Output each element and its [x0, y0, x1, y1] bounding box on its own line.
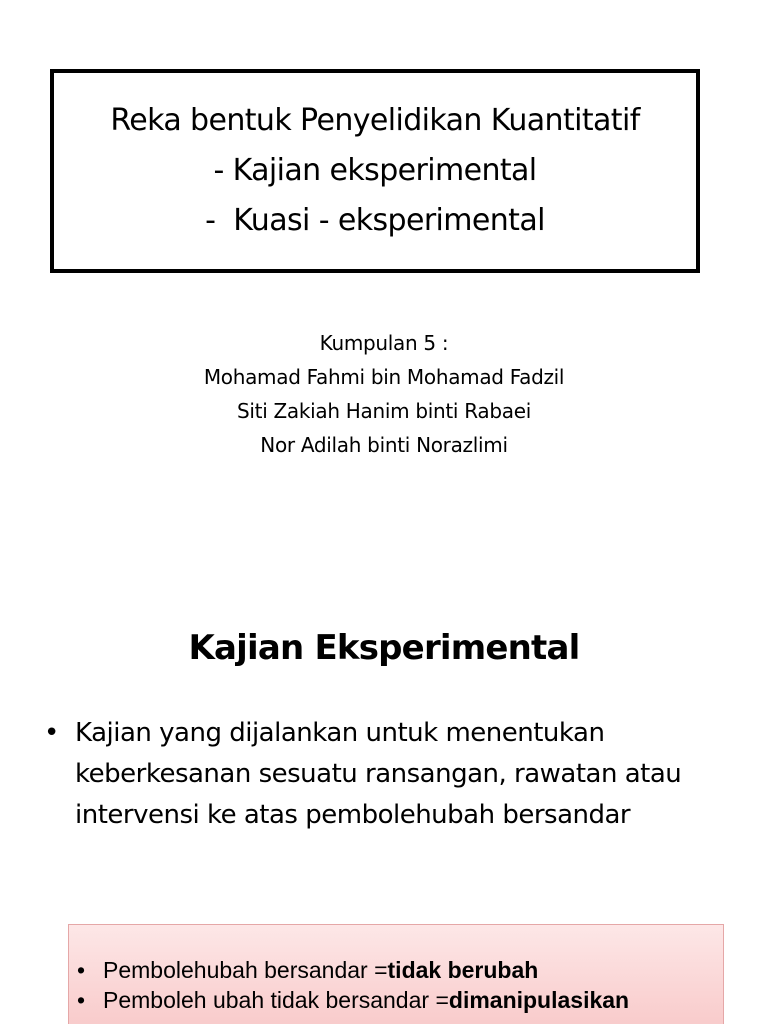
member-name: Nor Adilah binti Norazlimi: [260, 433, 508, 457]
variables-box: [68, 924, 724, 1024]
variable-item: [77, 955, 723, 985]
definition-bullet: [44, 713, 734, 836]
variable-value: dimanipulasikan: [448, 987, 630, 1013]
member-name: Siti Zakiah Hanim binti Rabaei: [237, 399, 531, 423]
group-label: Kumpulan 5 :: [319, 331, 449, 355]
definition-text: Kajian yang dijalankan untuk menentukan keberkesanan sesuatu ransangan, rawatan atau intervensi ke atas pembolehubah bersandar: [75, 718, 682, 830]
title-line-main: Reka bentuk Penyelidikan Kuantitatif: [110, 103, 640, 138]
slide-heading: Kajian Eksperimental: [188, 628, 580, 668]
bullet-icon: •: [77, 987, 86, 1013]
bullet-icon: •: [77, 957, 86, 983]
variable-label: Pembolehubah bersandar =: [103, 957, 388, 983]
title-line-quasi: - Kuasi - eksperimental: [205, 203, 545, 238]
bullet-icon: •: [44, 718, 59, 748]
variable-label: Pemboleh ubah tidak bersandar =: [103, 987, 449, 1013]
variable-item: [77, 985, 723, 1015]
variable-value: tidak berubah: [387, 957, 539, 983]
slide-kajian-eksperimental: [0, 560, 768, 1024]
title-box: [50, 69, 700, 273]
title-line-experimental: - Kajian eksperimental: [213, 153, 537, 188]
member-name: Mohamad Fahmi bin Mohamad Fadzil: [203, 365, 565, 389]
group-members: [0, 326, 768, 462]
